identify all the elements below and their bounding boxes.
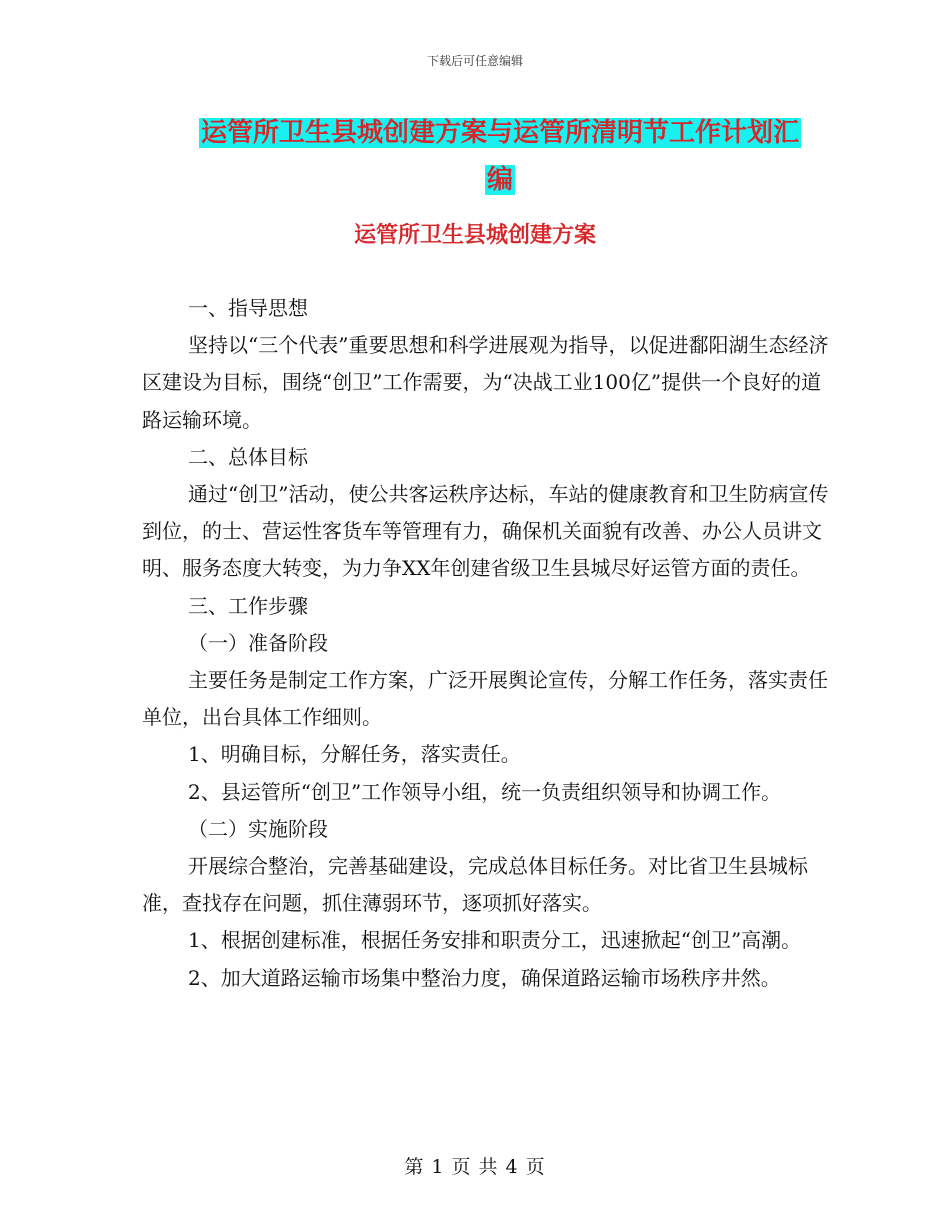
subheading-preparation-stage: （一）准备阶段	[188, 630, 328, 655]
list-item-preparation-1: 1、明确目标，分解任务，落实责任。	[188, 742, 521, 767]
page-footer: 第 1 页 共 4 页	[404, 1156, 546, 1178]
paragraph-overall-goal: 通过“创卫”活动，使公共客运秩序达标，车站的健康教育和卫生防病宣传到位，的士、营运性客货车等管理有力，确保机关面貌有改善、办公人员讲文明、服务态度大转变，为力争XX年创建省级卫生县城尽好运管方面的责任。	[142, 482, 829, 581]
header-note: 下载后可任意编辑	[426, 54, 523, 68]
document-title-line1: 运管所卫生县城创建方案与运管所清明节工作计划汇	[200, 118, 799, 148]
section-title: 运管所卫生县城创建方案	[353, 222, 596, 248]
subheading-implementation-stage: （二）实施阶段	[188, 816, 328, 841]
paragraph-guiding-ideology: 坚持以“三个代表”重要思想和科学进展观为指导，以促进鄱阳湖生态经济区建设为目标，围绕“创卫”工作需要，为“决战工业100亿”提供一个良好的道路运输环境。	[142, 333, 829, 432]
heading-overall-goal: 二、总体目标	[188, 444, 308, 469]
document-title	[190, 110, 810, 204]
list-item-preparation-2: 2、县运管所“创卫”工作领导小组，统一负责组织领导和协调工作。	[188, 779, 782, 804]
paragraph-implementation-tasks: 开展综合整治，完善基础建设，完成总体目标任务。对比省卫生县城标准，查找存在问题，抓住薄弱环节，逐项抓好落实。	[142, 854, 808, 916]
document-title-line2: 编	[486, 165, 513, 195]
list-item-implementation-1: 1、根据创建标准，根据任务安排和职责分工，迅速掀起“创卫”高潮。	[188, 928, 802, 953]
document-body	[142, 290, 832, 997]
paragraph-preparation-tasks: 主要任务是制定工作方案，广泛开展舆论宣传，分解工作任务，落实责任单位，出台具体工作细则。	[142, 668, 828, 730]
heading-guiding-ideology: 一、指导思想	[188, 296, 308, 320]
heading-work-steps: 三、工作步骤	[188, 593, 308, 618]
list-item-implementation-2: 2、加大道路运输市场集中整治力度，确保道路运输市场秩序井然。	[188, 965, 781, 990]
